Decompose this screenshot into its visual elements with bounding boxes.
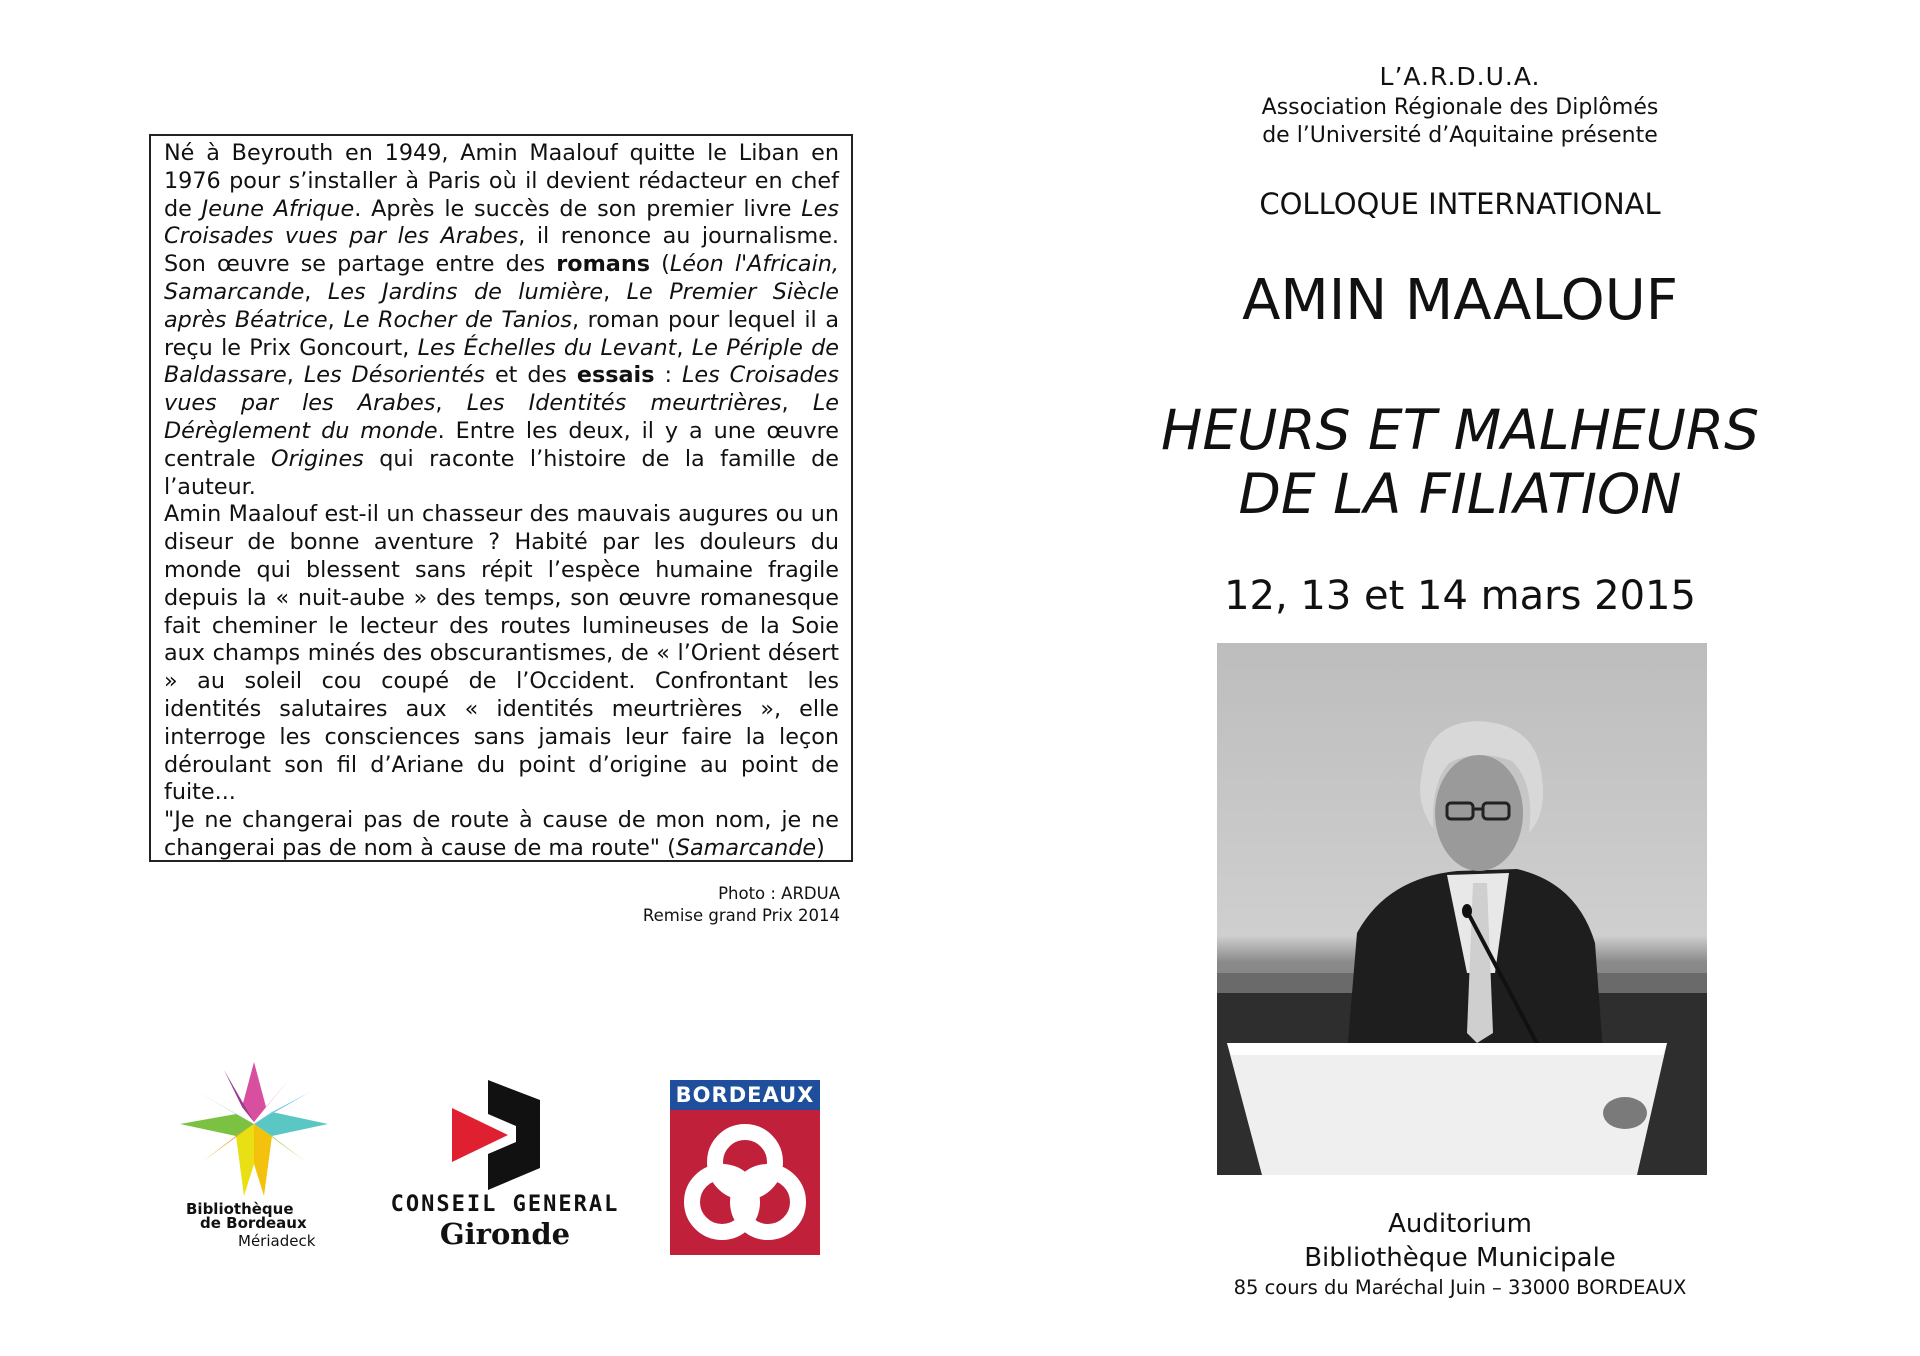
- bio-text: Né à Beyrouth en 1949, Amin Maalouf quitte le Liban en 1976 pour s’installer à Paris où il devient rédacteur en chef de: [164, 140, 839, 222]
- organization-name: Association Régionale des Diplômés: [1261, 95, 1659, 120]
- biblio-logo-text: Mériadeck: [238, 1232, 316, 1250]
- bio-text: ,: [435, 390, 467, 417]
- bio-text: , il renonce au journalisme. Son œuvre se partage entre des: [164, 223, 839, 278]
- bio-paragraph-1: [164, 140, 839, 501]
- bordeaux-logo-header: BORDEAUX: [670, 1080, 820, 1110]
- bio-title: Le Premier Siècle après Béatrice: [164, 278, 839, 333]
- biblio-logo-text: de Bordeaux: [200, 1214, 307, 1232]
- author-photo: [1217, 643, 1707, 1175]
- conseil-general-logo: [380, 1080, 630, 1260]
- bio-text: ,: [781, 390, 813, 417]
- organization-name: de l’Université d’Aquitaine présente: [1262, 123, 1658, 148]
- quote-text: ): [816, 834, 825, 861]
- bio-text: ,: [327, 306, 344, 333]
- conseil-general-emblem-icon: [380, 1080, 630, 1190]
- bio-text: ,: [603, 278, 627, 305]
- event-dates: 12, 13 et 14 mars 2015: [1224, 573, 1696, 619]
- bio-title: Origines: [271, 445, 364, 472]
- biography-box: [149, 134, 853, 862]
- bio-text: ,: [304, 278, 328, 305]
- bio-text: et des: [484, 362, 577, 389]
- bio-quote: [164, 807, 839, 863]
- quote-text: "Je ne changerai pas de route à cause de mon nom, je ne changerai pas de nom à cause de ma route" (: [164, 807, 839, 861]
- photo-credit: [560, 883, 840, 927]
- bio-text: ,: [676, 334, 692, 361]
- conseil-logo-text: Gironde: [439, 1217, 571, 1251]
- venue-address: 85 cours du Maréchal Juin – 33000 BORDEAUX: [1233, 1276, 1687, 1299]
- bio-paragraph-2: Amin Maalouf est-il un chasseur des mauvais augures ou un diseur de bonne aventure ? Habité par les douleurs du monde qui blessent sans répit l’espèce humaine fragile depuis la « nuit-aube » des temps, son œuvre romanesque fait cheminer le lecteur des routes lumineuses de la Soie aux champs minés des obscurantismes, de « l’Orient désert » au soleil cou coupé de l’Occident. Confrontant les identités salutaires aux « identités meurtrières », elle interroge les consciences sans jamais leur faire la leçon déroulant son fil d’Ariane du point d’origine au point de fuite...: [164, 501, 839, 806]
- photo-credit-line: Photo : ARDUA: [718, 884, 840, 903]
- bio-title: Le Dérèglement du monde: [164, 390, 839, 444]
- bio-text: . Entre les deux, il y a une œuvre centrale: [164, 417, 839, 472]
- bio-title: Les Échelles du Levant: [417, 334, 677, 361]
- bio-text: (: [650, 251, 670, 278]
- bio-title: Les Désorientés: [303, 362, 485, 389]
- quote-source: Samarcande: [675, 834, 817, 861]
- bio-emphasis: romans: [556, 251, 650, 278]
- bio-title: Jeune Afrique: [201, 195, 355, 222]
- bio-text: . Après le succès de son premier livre: [354, 195, 802, 222]
- venue-name: Auditorium: [1388, 1209, 1532, 1239]
- bibliotheque-logo: [180, 1062, 340, 1262]
- bio-emphasis: essais: [576, 362, 655, 389]
- bio-text: ,: [286, 362, 304, 389]
- bio-title: Le Rocher de Tanios: [343, 306, 572, 333]
- bio-title: Les Identités meurtrières: [466, 390, 782, 417]
- bio-text: , roman pour lequel il a reçu le Prix Goncourt,: [164, 306, 839, 361]
- triquetra-icon: [670, 1110, 820, 1255]
- bio-text: :: [654, 362, 682, 389]
- compass-star-icon: [180, 1062, 340, 1197]
- event-title: HEURS ET MALHEURS: [1160, 398, 1760, 462]
- bio-text: qui raconte l’histoire de la famille de l’auteur.: [164, 445, 840, 500]
- bio-title: Les Croisades vues par les Arabes: [164, 195, 839, 250]
- event-type: COLLOQUE INTERNATIONAL: [1259, 187, 1661, 221]
- author-name: AMIN MAALOUF: [1242, 268, 1678, 333]
- venue-name: Bibliothèque Municipale: [1304, 1243, 1616, 1273]
- bio-title: Les Croisades vues par les Arabes: [164, 362, 840, 417]
- conseil-logo-text: CONSEIL GENERAL: [390, 1192, 620, 1217]
- bio-title: Les Jardins de lumière: [327, 278, 604, 305]
- event-title: DE LA FILIATION: [1238, 462, 1682, 526]
- organization-acronym: L’A.R.D.U.A.: [1379, 62, 1541, 91]
- biblio-logo-text: Bibliothèque: [186, 1200, 294, 1218]
- bio-title: Léon l'Africain, Samarcande: [164, 251, 839, 305]
- bio-title: Le Périple de Baldassare: [164, 334, 839, 389]
- photo-credit-line: Remise grand Prix 2014: [642, 906, 840, 925]
- bordeaux-logo: [670, 1080, 820, 1255]
